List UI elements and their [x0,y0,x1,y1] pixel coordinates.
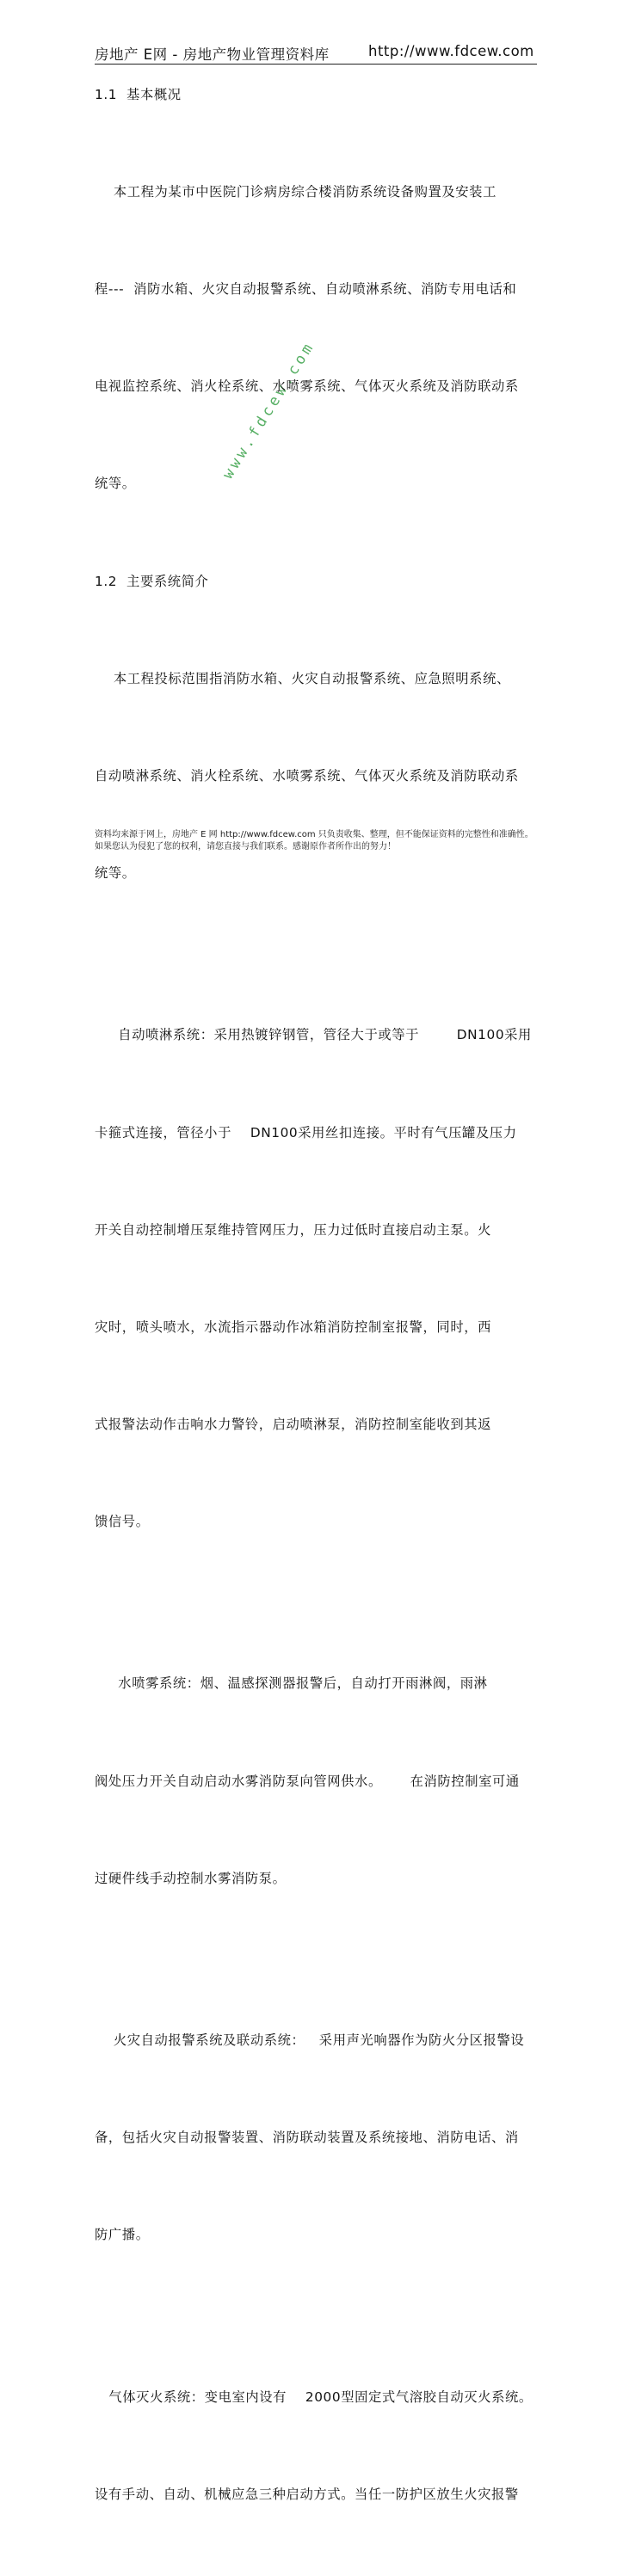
text-line: 自动喷淋系统：采用热镀锌钢管，管径大于或等于 DN100采用 [95,1027,532,1043]
section-heading-1-2: 1.2 主要系统简介 [95,573,209,589]
text-line: 开关自动控制增压泵维持管网压力，压力过低时直接启动主泵。火 [95,1221,492,1238]
header-rule [95,64,537,65]
text-line: 式报警法动作击响水力警铃，启动喷淋泵，消防控制室能收到其返 [95,1416,492,1432]
paragraph-gas-extinguishing-system [95,2317,551,2576]
header-site-name: 房地产 E网 - 房地产物业管理资料库 [95,46,330,63]
header-url-link[interactable]: http://www.fdcew.com [368,43,534,59]
text-line: 设有手动、自动、机械应急三种启动方式。当任一防护区放生火灾报警 [95,2487,519,2503]
paragraph-water-spray-system [95,1603,551,1960]
text-line: 统等。 [95,476,136,492]
text-line: 本工程为某市中医院门诊病房综合楼消防系统设备购置及安装工 [95,184,497,200]
footer-disclaimer-line: 资料均来源于网上，房地产 E 网 http://www.fdcew.com 只负责收集、整理，但不能保证资料的完整性和准确性。 [95,830,534,839]
section-heading-1-1: 1.1 基本概况 [95,87,182,102]
text-line: 卡箍式连接，管径小于 DN100采用丝扣连接。平时有气压罐及压力 [95,1124,517,1140]
text-line: 本工程投标范围指消防水箱、火灾自动报警系统、应急照明系统、 [95,670,510,686]
text-line: 电视监控系统、消火栓系统、水喷雾系统、气体灭火系统及消防联动系 [95,378,519,395]
text-line: 阀处压力开关自动启动水雾消防泵向管网供水。 在消防控制室可通 [95,1773,520,1789]
text-line: 统等。 [95,864,136,881]
text-line: 过硬件线手动控制水雾消防泵。 [95,1870,287,1886]
footer-disclaimer-line: 如果您认为侵犯了您的权利，请您直接与我们联系。感谢原作者所作出的努力！ [95,842,396,851]
paragraph-scope [95,598,551,955]
text-line: 程--- 消防水箱、火灾自动报警系统、自动喷淋系统、消防专用电话和 [95,281,517,298]
text-line: 水喷雾系统：烟、温感探测器报警后，自动打开雨淋阀，雨淋 [95,1675,488,1692]
document-body [95,79,551,2576]
watermark: www.fdcew.com [219,338,319,483]
page-footer [95,829,542,853]
paragraph-overview [95,112,551,566]
paragraph-sprinkler-system [95,955,551,1603]
text-line: 灾时，喷头喷水，水流指示器动作冰箱消防控制室报警，同时，西 [95,1319,492,1335]
page-header [95,43,537,65]
text-line: 气体灭火系统：变电室内设有 2000型固定式气溶胶自动灭火系统。 [95,2388,533,2405]
text-line: 自动喷淋系统、消火栓系统、水喷雾系统、气体灭火系统及消防联动系 [95,767,519,784]
text-line: 火灾自动报警系统及联动系统： 采用声光响器作为防火分区报警设 [95,2032,525,2049]
text-line: 防广播。 [95,2227,150,2243]
text-line: 备，包括火灾自动报警装置、消防联动装置及系统接地、消防电话、消 [95,2130,519,2146]
paragraph-fire-alarm-system [95,1960,551,2317]
text-line: 馈信号。 [95,1513,150,1529]
